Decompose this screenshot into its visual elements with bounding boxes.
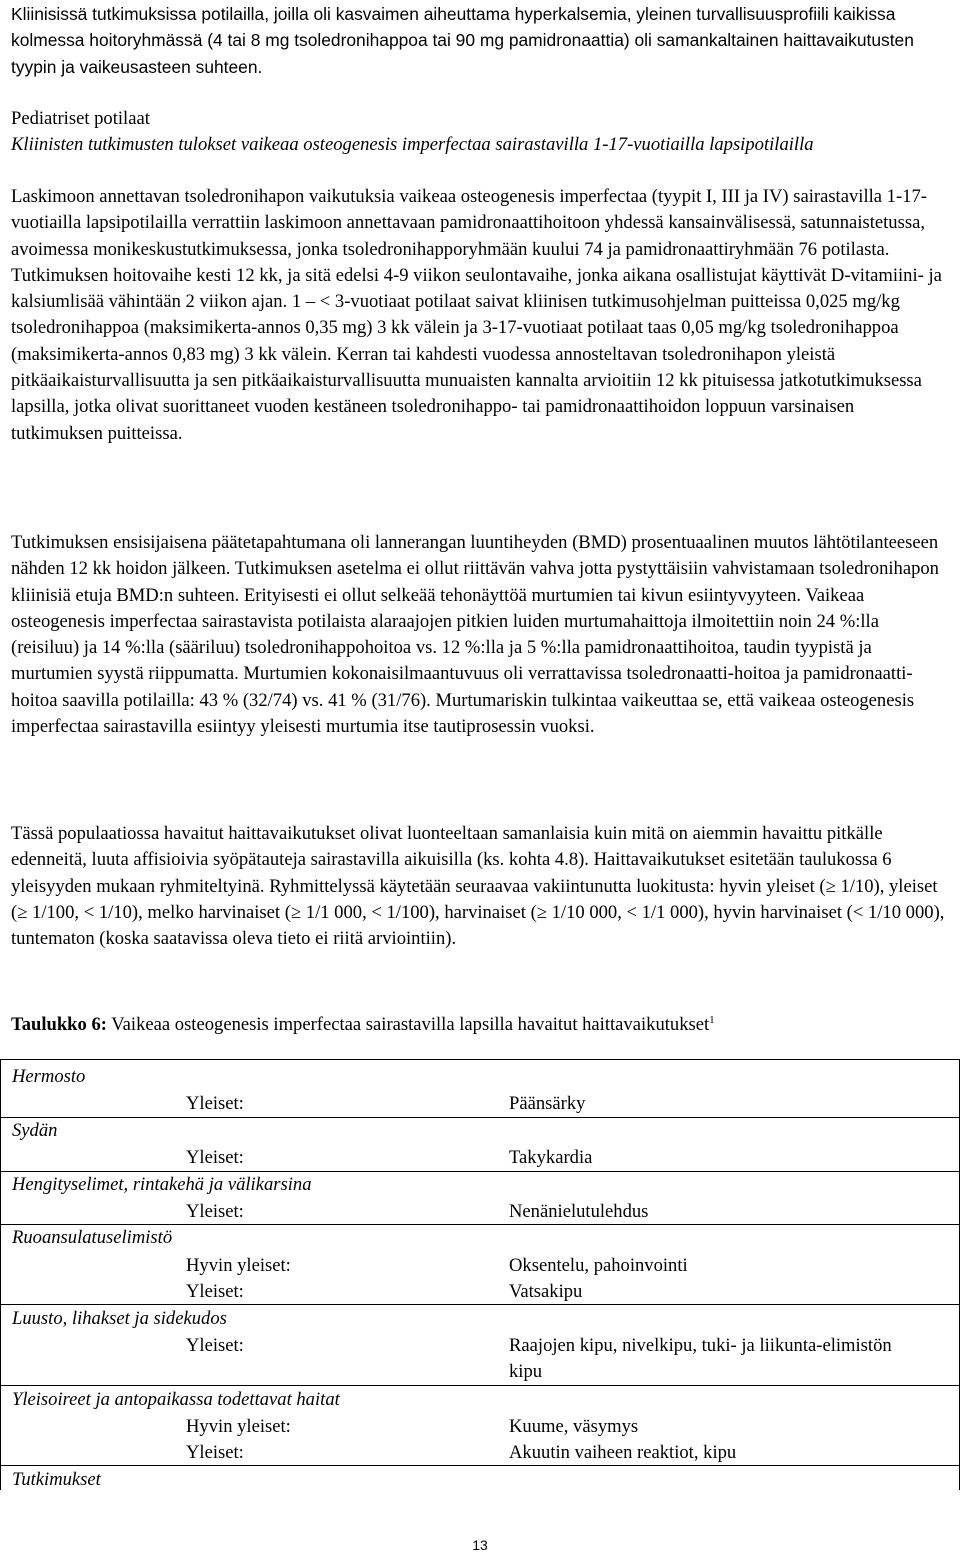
- table-reaction: Päänsärky: [509, 1093, 586, 1114]
- adverse-reactions-table: [0, 1059, 960, 1490]
- table-category: Tutkimukset: [12, 1469, 101, 1490]
- table-category: Ruoansulatuselimistö: [12, 1227, 173, 1248]
- section-heading: Pediatriset potilaat: [11, 108, 150, 129]
- table-divider: [1, 1465, 959, 1466]
- body-paragraph-2: Tutkimuksen ensisijaisena päätetapahtumana oli lannerangan luuntiheyden (BMD) prosentuaalinen muutos lähtötilanteeseen nähden 12 kk hoidon jälkeen. Tutkimuksen asetelma ei ollut riittävän vahva jotta pystyttäisiin vahvistamaan tsoledronihapon kliinisiä etuja BMD:n suhteen. Erityisesti ei ollut selkeää tehonäyttöä murtumien tai kivun esiintyvyyteen. Vaikeaa osteogenesis imperfectaa sairastavista potilaista alaraajojen pitkien luiden murtumahaittoja ilmoitettiin noin 24 %:lla (reisiluu) ja 14 %:lla (sääriluu) tsoledronihappohoitoa vs. 12 %:lla ja 5 %:lla pamidronaattihoitoa, taudin tyypistä ja murtumien syystä riippumatta. Murtumien kokonaisilmaantuvuus oli verrattavissa tsoledronaatti-hoitoa ja pamidronaatti-hoitoa saavilla potilailla: 43 % (32/74) vs. 41 % (31/76). Murtumariskin tulkintaa vaikeuttaa se, että vaikeaa osteogenesis imperfectaa sairastavilla esiintyy yleisesti murtumia itse tautiprosessin vuoksi.: [11, 532, 939, 738]
- table-frequency: Hyvin yleiset:: [186, 1416, 291, 1437]
- table-reaction: Raajojen kipu, nivelkipu, tuki- ja liikunta-elimistön kipu: [509, 1335, 892, 1382]
- table-category: Sydän: [12, 1120, 58, 1141]
- table-divider: [1, 1304, 959, 1305]
- table-category: Luusto, lihakset ja sidekudos: [12, 1308, 227, 1329]
- table-reaction: Akuutin vaiheen reaktiot, kipu: [509, 1442, 737, 1463]
- intro-paragraph: Kliinisissä tutkimuksissa potilailla, joilla oli kasvaimen aiheuttama hyperkalsemia, yleinen turvallisuusprofiili kaikissa kolmessa hoitoryhmässä (4 tai 8 mg tsoledronihappoa tai 90 mg pamidronaattia) oli samankaltainen haittavaikutusten tyypin ja vaikeusasteen suhteen.: [11, 4, 914, 77]
- table-caption-label: Taulukko 6:: [11, 1014, 107, 1035]
- section-subheading: Kliinisten tutkimusten tulokset vaikeaa osteogenesis imperfectaa sairastavilla 1-17-vuotiailla lapsipotilailla: [11, 134, 814, 155]
- table-reaction: Nenänielutulehdus: [509, 1201, 649, 1222]
- table-divider: [1, 1117, 959, 1118]
- table-caption: [11, 1012, 715, 1038]
- table-frequency: Yleiset:: [186, 1201, 244, 1222]
- table-reaction: Vatsakipu: [509, 1281, 583, 1302]
- table-frequency: Hyvin yleiset:: [186, 1255, 291, 1276]
- table-reaction: Takykardia: [509, 1147, 593, 1168]
- table-frequency: Yleiset:: [186, 1147, 244, 1168]
- page-number: 13: [472, 1537, 488, 1553]
- table-frequency: Yleiset:: [186, 1281, 244, 1302]
- table-reaction: Kuume, väsymys: [509, 1416, 639, 1437]
- body-paragraph-1: Laskimoon annettavan tsoledronihapon vaikutuksia vaikeaa osteogenesis imperfectaa (tyypit I, III ja IV) sairastavilla 1-17-vuotiailla lapsipotilailla verrattiin laskimoon annettavaan pamidronaattihoitoon yhdessä kansainvälisessä, satunnaistetussa, avoimessa monikeskustutkimuksessa, jonka tsoledronihapporyhmään kuului 74 ja pamidronaattiryhmään 76 potilasta. Tutkimuksen hoitovaihe kesti 12 kk, ja sitä edelsi 4-9 viikon seulontavaihe, jonka aikana osallistujat käyttivät D-vitamiini- ja kalsiumlisää vähintään 2 viikon ajan. 1 – < 3-vuotiaat potilaat saivat kliinisen tutkimusohjelman puitteissa 0,025 mg/kg tsoledronihappoa (maksimikerta-annos 0,35 mg) 3 kk välein ja 3-17-vuotiaat potilaat taas 0,05 mg/kg tsoledronihappoa (maksimikerta-annos 0,83 mg) 3 kk välein. Kerran tai kahdesti vuodessa annosteltavan tsoledronihapon yleistä pitkäaikaisturvallisuutta ja sen pitkäaikaisturvallisuutta munuaisten kannalta arvioitiin 12 kk pituisessa jatkotutkimuksessa lapsilla, jotka olivat suorittaneet vuoden kestäneen tsoledronihappo- tai pamidronaattihoidon loppuun varsinaisen tutkimuksen puitteissa.: [11, 186, 942, 444]
- table-divider: [1, 1385, 959, 1386]
- table-frequency: Yleiset:: [186, 1093, 244, 1114]
- table-caption-footnote: 1: [709, 1013, 715, 1026]
- table-frequency: Yleiset:: [186, 1335, 244, 1356]
- table-category: Hengityselimet, rintakehä ja välikarsina: [12, 1174, 312, 1195]
- table-reaction: Oksentelu, pahoinvointi: [509, 1255, 688, 1276]
- table-category: Hermosto: [12, 1066, 86, 1087]
- table-frequency: Yleiset:: [186, 1442, 244, 1463]
- table-category: Yleisoireet ja antopaikassa todettavat haitat: [12, 1389, 340, 1410]
- table-caption-text: Vaikeaa osteogenesis imperfectaa sairastavilla lapsilla havaitut haittavaikutukset: [106, 1014, 710, 1035]
- body-paragraph-3: Tässä populaatiossa havaitut haittavaikutukset olivat luonteeltaan samanlaisia kuin mitä on aiemmin havaittu pitkälle edenneitä, luuta affisioivia syöpätauteja sairastavilla aikuisilla (ks. kohta 4.8). Haittavaikutukset esitetään taulukossa 6 yleisyyden mukaan ryhmiteltyinä. Ryhmittelyssä käytetään seuraavaa vakiintunutta luokitusta: hyvin yleiset (≥ 1/10), yleiset (≥ 1/100, < 1/10), melko harvinaiset (≥ 1/1 000, < 1/100), harvinaiset (≥ 1/10 000, < 1/1 000), hyvin harvinaiset (< 1/10 000), tuntematon (koska saatavissa oleva tieto ei riitä arviointiin).: [11, 823, 945, 950]
